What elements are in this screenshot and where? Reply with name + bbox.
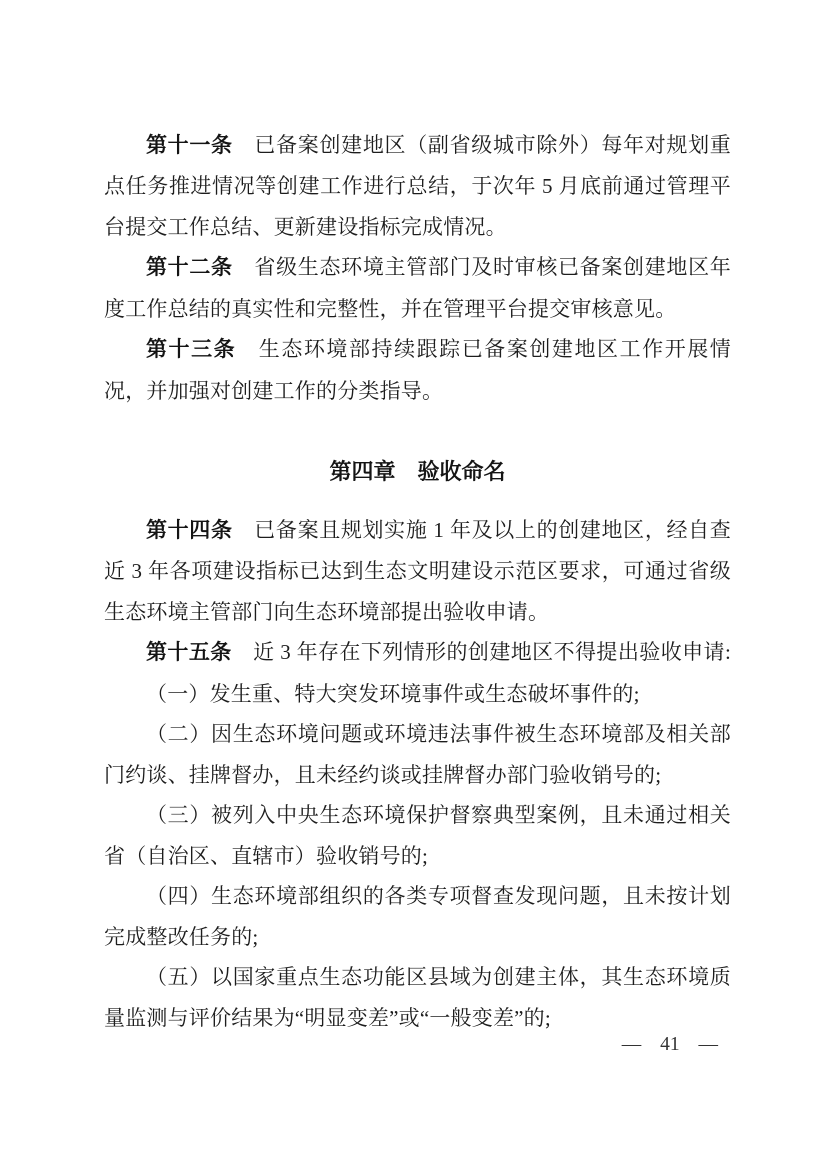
text-line: （五）以国家重点生态功能区县域为创建主体，其生态环境质 [146, 965, 731, 989]
text-line: 生态环境主管部门向生态环境部提出验收申请。 [104, 599, 550, 624]
chapter-title: 第四章 验收命名 [329, 458, 506, 484]
article-13-number: 第十三条 [146, 338, 237, 361]
text-line [104, 632, 731, 674]
list-item-5 [104, 957, 731, 1038]
article-13 [104, 329, 731, 411]
line-text: 生态环境部持续跟踪已备案创建地区工作开展情 [236, 337, 731, 361]
article-11 [104, 125, 731, 248]
text-line: 况，并加强对创建工作的分类指导。 [104, 378, 444, 403]
page-number: — 41 — [621, 1034, 718, 1055]
article-14-number: 第十四条 [146, 518, 233, 542]
text-line [104, 510, 731, 552]
line-text: 已备案创建地区（副省级城市除外）每年对规划重 [232, 132, 731, 157]
text-line: 完成整改任务的; [104, 924, 259, 949]
document-content [104, 125, 731, 1039]
line-text: 已备案且规划实施 1 年及以上的创建地区，经自查 [232, 517, 731, 542]
article-12 [104, 247, 731, 329]
text-line: 近 3 年各项建设指标已达到生态文明建设示范区要求，可通过省级 [104, 559, 731, 583]
article-14 [104, 510, 731, 633]
text-line: 台提交工作总结、更新建设指标完成情况。 [104, 214, 507, 239]
line-text: 省级生态环境主管部门及时审核已备案创建地区年 [232, 255, 731, 279]
article-15-number: 第十五条 [146, 641, 232, 664]
text-line: （四）生态环境部组织的各类专项督查发现问题，且未按计划 [146, 884, 731, 908]
text-line: 度工作总结的真实性和完整性，并在管理平台提交审核意见。 [104, 296, 677, 321]
text-line: （二）因生态环境问题或环境违法事件被生态环境部及相关部 [146, 722, 731, 746]
article-12-number: 第十二条 [146, 256, 233, 279]
text-line [104, 329, 731, 371]
list-item-3 [104, 795, 731, 876]
list-item-1 [104, 674, 731, 715]
text-line: （一）发生重、特大突发环境事件或生态破坏事件的; [146, 681, 640, 706]
text-line: 省（自治区、直辖市）验收销号的; [104, 843, 429, 868]
text-line: 门约谈、挂牌督办，且未经约谈或挂牌督办部门验收销号的; [104, 762, 662, 787]
text-line: 点任务推进情况等创建工作进行总结，于次年 5 月底前通过管理平 [104, 174, 731, 198]
text-line: 量监测与评价结果为“明显变差”或“一般变差”的; [104, 1005, 551, 1030]
text-line: （三）被列入中央生态环境保护督察典型案例，且未通过相关 [146, 803, 731, 827]
text-line [104, 247, 731, 289]
list-item-4 [104, 876, 731, 957]
line-text: 近 3 年存在下列情形的创建地区不得提出验收申请: [231, 640, 731, 664]
text-line [104, 125, 731, 167]
article-11-number: 第十一条 [146, 133, 233, 157]
list-item-2 [104, 714, 731, 795]
article-15 [104, 632, 731, 674]
